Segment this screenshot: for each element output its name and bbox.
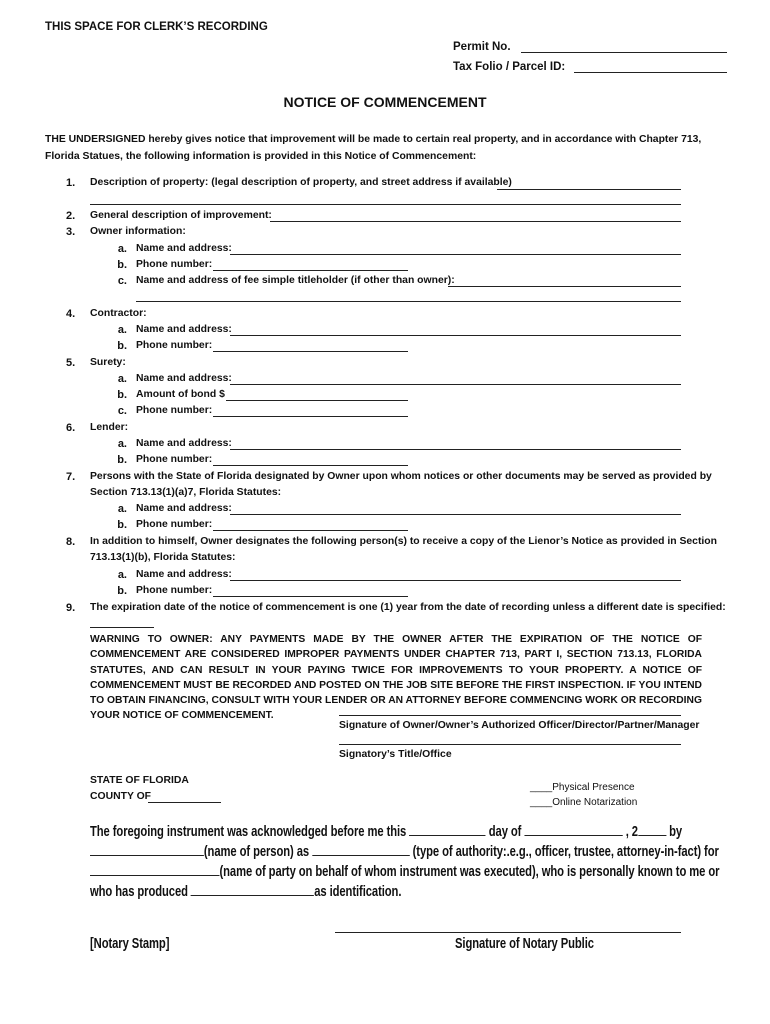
item-5a-label: Name and address: (136, 373, 232, 384)
warning-to-owner: WARNING TO OWNER: ANY PAYMENTS MADE BY THE OWNER AFTER THE EXPIRATION OF THE NOTICE OF COMMENCEMENT ARE CONSIDERED IMPROPER PAYMENTS UNDER CHAPTER 713, PART I, SECTION 713.13, FLORIDA STATUTES, AND CAN RESULT IN YOUR PAYING TWICE FOR IMPROVEMENTS TO YOUR PROPERTY. A NOTICE OF COMMENCEMENT MUST BE RECORDED AND POSTED ON THE JOB SITE BEFORE THE FIRST INSPECTION. IF YOU INTEND TO OBTAIN FINANCING, CONSULT WITH YOUR LENDER OR AN ATTORNEY BEFORE COMMENCING WORK OR RECORDING YOUR NOTICE OF COMMENCEMENT. (90, 634, 702, 722)
lender-name-address-field[interactable] (230, 449, 681, 450)
property-description-field[interactable] (497, 189, 681, 190)
intro-paragraph: THE UNDERSIGNED hereby gives notice that improvement will be made to certain real property, and in accordance with Chapter 713, Florida Statues, the following information is provided in this Notice of Commencement: (45, 134, 702, 162)
item-7a-letter: a. (117, 503, 127, 515)
item-1-label: Description of property: (legal description of property, and street address if available) (90, 177, 512, 188)
notary-text-identification: as identification. (314, 884, 402, 900)
improvement-description-field[interactable] (270, 221, 681, 222)
notary-line-3 (90, 862, 719, 880)
notary-text-name-of-person: (name of person) as (203, 844, 310, 860)
item-7-number: 7. (66, 471, 76, 483)
notary-text-party: (name of party on behalf of whom instrument was executed), who is personally known to me or (219, 864, 720, 880)
item-8b-label: Phone number: (136, 585, 213, 596)
lienor-notice-name-address-field[interactable] (230, 580, 681, 581)
item-2-number: 2. (66, 210, 76, 222)
item-8-number: 8. (66, 536, 76, 548)
party-name-field[interactable] (90, 862, 219, 876)
lender-phone-field[interactable] (213, 465, 408, 466)
item-2-label: General description of improvement: (90, 210, 272, 221)
item-7-label-line2: Section 713.13(1)(a)7, Florida Statutes: (90, 487, 282, 498)
notary-text-by: by (669, 824, 683, 840)
surety-name-address-field[interactable] (230, 384, 681, 385)
item-3a-letter: a. (117, 243, 127, 255)
notary-text-authority: (type of authority:.e.g., officer, trustee, attorney-in-fact) for (412, 844, 719, 860)
notary-signature-label: Signature of Notary Public (455, 936, 594, 952)
titleholder-field-2[interactable] (136, 301, 681, 302)
item-5c-letter: c. (117, 405, 127, 417)
item-6a-label: Name and address: (136, 438, 232, 449)
item-8-label-line2: 713.13(1)(b), Florida Statutes: (90, 552, 236, 563)
item-7b-letter: b. (117, 519, 127, 531)
notary-text-acknowledged: The foregoing instrument was acknowledged before me this (90, 824, 407, 840)
notary-line-4 (90, 882, 401, 900)
item-6-label: Lender: (90, 422, 129, 433)
notary-stamp-label: [Notary Stamp] (90, 936, 170, 952)
acknowledgment-month-field[interactable] (524, 822, 622, 836)
expiration-date-field[interactable] (90, 627, 154, 628)
person-name-field[interactable] (90, 842, 204, 856)
item-3a-label: Name and address: (136, 243, 232, 254)
item-1-number: 1. (66, 177, 76, 189)
item-9-label: The expiration date of the notice of commencement is one (1) year from the date of recording unless a different date is specified: (90, 602, 726, 613)
identification-field[interactable] (191, 882, 314, 896)
lienor-notice-phone-field[interactable] (213, 596, 408, 597)
item-5c-label: Phone number: (136, 405, 213, 416)
item-5-label: Surety: (90, 357, 126, 368)
item-7b-label: Phone number: (136, 519, 213, 530)
item-8a-letter: a. (117, 569, 127, 581)
permit-label: Permit No. (453, 41, 511, 53)
item-4-number: 4. (66, 308, 76, 320)
owner-name-address-field[interactable] (230, 254, 681, 255)
permit-field[interactable] (521, 52, 727, 53)
physical-presence-option[interactable]: ____Physical Presence (530, 782, 635, 793)
signatory-title-line[interactable] (339, 744, 681, 745)
item-5b-letter: b. (117, 389, 127, 401)
county-label: COUNTY OF (90, 791, 151, 802)
item-8a-label: Name and address: (136, 569, 232, 580)
bond-amount-field[interactable] (226, 400, 408, 401)
authority-type-field[interactable] (312, 842, 410, 856)
item-3-number: 3. (66, 226, 76, 238)
online-notarization-option[interactable]: ____Online Notarization (530, 797, 638, 808)
item-5b-label: Amount of bond $ (136, 389, 225, 400)
item-7-label-line1: Persons with the State of Florida designated by Owner upon whom notices or other documents may be served as provided by (90, 471, 712, 482)
item-8-label-line1: In addition to himself, Owner designates the following person(s) to receive a copy of the Lienor’s Notice as provided in Section (90, 536, 717, 547)
state-label: STATE OF FLORIDA (90, 775, 189, 786)
item-6b-letter: b. (117, 454, 127, 466)
signatory-title-label: Signatory’s Title/Office (339, 749, 452, 760)
contractor-phone-field[interactable] (213, 351, 408, 352)
clerk-recording-header: THIS SPACE FOR CLERK’S RECORDING (45, 21, 268, 33)
item-4a-letter: a. (117, 324, 127, 336)
tax-folio-label: Tax Folio / Parcel ID: (453, 61, 566, 73)
item-3b-label: Phone number: (136, 259, 213, 270)
property-description-field-2[interactable] (90, 204, 681, 205)
acknowledgment-year-field[interactable] (638, 822, 666, 836)
item-6b-label: Phone number: (136, 454, 213, 465)
acknowledgment-day-field[interactable] (409, 822, 485, 836)
item-4b-label: Phone number: (136, 340, 213, 351)
designee-name-address-field[interactable] (230, 514, 681, 515)
item-3-label: Owner information: (90, 226, 186, 237)
county-field[interactable] (148, 802, 221, 803)
designee-phone-field[interactable] (213, 530, 408, 531)
item-6-number: 6. (66, 422, 76, 434)
item-5-number: 5. (66, 357, 76, 369)
item-4-label: Contractor: (90, 308, 147, 319)
contractor-name-address-field[interactable] (230, 335, 681, 336)
surety-phone-field[interactable] (213, 416, 408, 417)
item-3c-letter: c. (117, 275, 127, 287)
owner-signature-label: Signature of Owner/Owner’s Authorized Officer/Director/Partner/Manager (339, 720, 700, 731)
titleholder-field[interactable] (448, 286, 681, 287)
tax-folio-field[interactable] (574, 72, 727, 73)
item-3b-letter: b. (117, 259, 127, 271)
item-5a-letter: a. (117, 373, 127, 385)
notary-signature-line[interactable] (335, 932, 681, 933)
item-3c-label: Name and address of fee simple titleholder (if other than owner): (136, 275, 455, 286)
item-7a-label: Name and address: (136, 503, 232, 514)
item-8b-letter: b. (117, 585, 127, 597)
notary-text-who-has-produced: who has produced (90, 884, 188, 900)
item-4a-label: Name and address: (136, 324, 232, 335)
item-6a-letter: a. (117, 438, 127, 450)
notary-line-1 (90, 822, 682, 840)
item-4b-letter: b. (117, 340, 127, 352)
item-9-number: 9. (66, 602, 76, 614)
owner-signature-line[interactable] (339, 715, 681, 716)
document-title: NOTICE OF COMMENCEMENT (283, 94, 487, 110)
owner-phone-field[interactable] (213, 270, 408, 271)
notary-line-2 (90, 842, 719, 860)
notary-text-day-of: day of (488, 824, 522, 840)
notary-text-year-prefix: , 2 (625, 824, 638, 840)
